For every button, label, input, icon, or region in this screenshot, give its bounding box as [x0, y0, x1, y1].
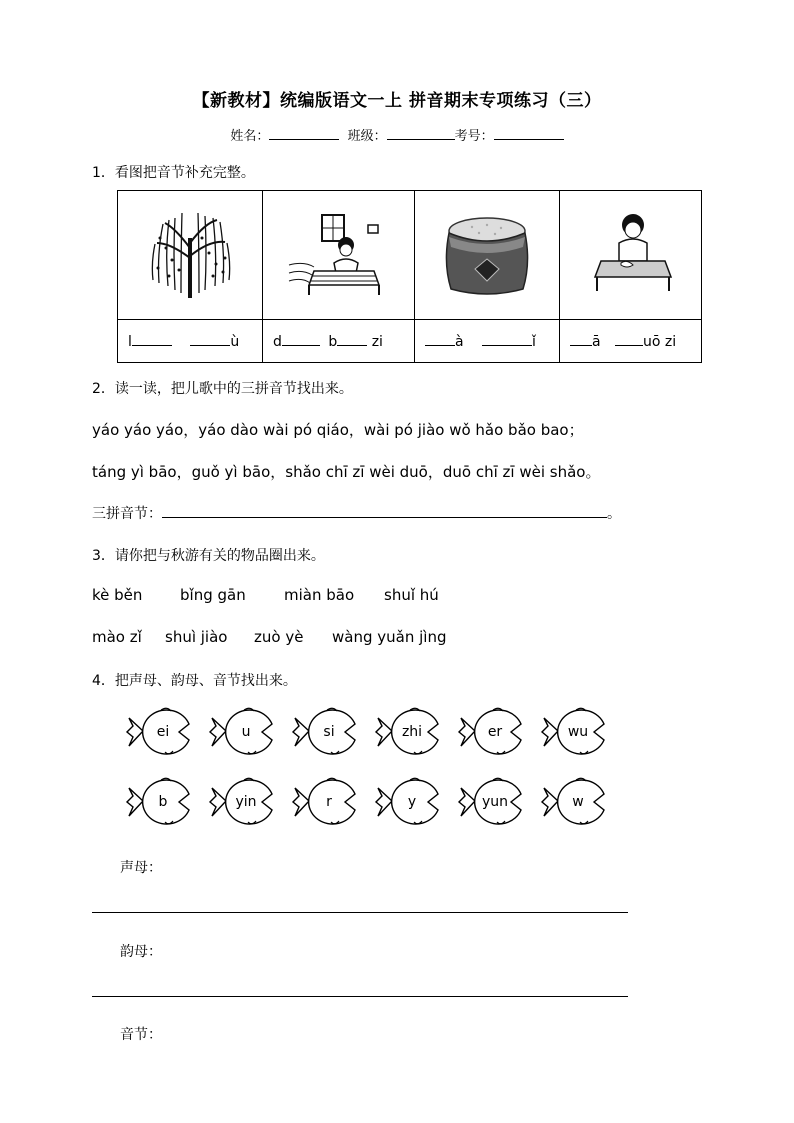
item-shui-hu[interactable]: shuǐ hú — [384, 586, 439, 604]
fish-label: b — [158, 794, 168, 810]
item-shui-jiao[interactable]: shuì jiào — [165, 628, 228, 646]
fish-label: r — [326, 794, 332, 810]
fish-tail — [542, 788, 558, 816]
student-info — [0, 125, 794, 144]
yinjie-label: 音节： — [120, 1027, 162, 1043]
fish-tail — [293, 788, 309, 816]
fill-blank[interactable] — [337, 333, 367, 346]
fish-label: si — [323, 724, 335, 740]
question-2: 2．读一读，把儿歌中的三拼音节找出来。 — [92, 381, 353, 397]
item-ke-ben[interactable]: kè běn — [92, 586, 143, 604]
fish-card[interactable] — [291, 776, 361, 826]
willow-tree-image — [135, 198, 245, 308]
picture-table — [117, 190, 702, 363]
fish-tail — [293, 718, 309, 746]
name-blank[interactable] — [269, 127, 339, 140]
fish-tail — [459, 718, 475, 746]
willow-picture-cell — [118, 191, 263, 320]
fish-card[interactable] — [125, 706, 195, 756]
fish-card[interactable] — [374, 706, 444, 756]
fish-card[interactable] — [540, 706, 610, 756]
item-zuo-ye[interactable]: zuò yè — [254, 628, 304, 646]
fish-card[interactable] — [457, 706, 527, 756]
pinyin-cell-3: à ǐ — [415, 320, 560, 363]
fill-blank[interactable] — [615, 333, 643, 346]
fill-blank[interactable] — [282, 333, 320, 346]
rice-bag-image — [437, 203, 537, 303]
fish-tail — [127, 718, 143, 746]
class-label: 班级： — [347, 129, 387, 144]
boy-wiping-table-image — [581, 203, 681, 303]
fish-card[interactable] — [374, 776, 444, 826]
class-blank[interactable] — [387, 127, 455, 140]
boy-folding-quilt-image — [284, 203, 394, 303]
answer-blank[interactable] — [162, 505, 607, 518]
fill-blank[interactable] — [482, 333, 532, 346]
pinyin-cell-1: l ù — [118, 320, 263, 363]
fish-label: y — [407, 794, 417, 810]
yunmu-label: 韵母： — [120, 944, 162, 960]
fish-label: er — [487, 724, 503, 740]
fish-tail — [459, 788, 475, 816]
shengmu-label: 声母： — [120, 860, 162, 876]
item-bing-gan[interactable]: bǐng gān — [180, 586, 246, 604]
fish-tail — [542, 718, 558, 746]
fill-blank[interactable] — [190, 333, 230, 346]
fish-label: yin — [235, 794, 257, 810]
pinyin-cell-4: ā uō zi — [560, 320, 702, 363]
rhyme-line-2: táng yì bāo，guǒ yì bāo，shǎo chī zī wèi duō，duō chī zī wèi shǎo。 — [92, 463, 601, 481]
fish-tail — [127, 788, 143, 816]
question-3: 3．请你把与秋游有关的物品圈出来。 — [92, 548, 325, 564]
fish-tail — [210, 718, 226, 746]
question-1: 1．看图把音节补充完整。 — [92, 165, 255, 181]
item-mao-zi[interactable]: mào zǐ — [92, 628, 142, 646]
fish-card[interactable] — [208, 776, 278, 826]
fish-card[interactable] — [457, 776, 527, 826]
fill-blank[interactable] — [570, 333, 592, 346]
fish-label: wu — [567, 724, 589, 740]
quilt-picture-cell — [263, 191, 415, 320]
fish-card[interactable] — [125, 776, 195, 826]
fish-label: zhi — [401, 724, 423, 740]
rice-bag-picture-cell — [415, 191, 560, 320]
name-label: 姓名： — [230, 129, 270, 144]
shengmu-answer-line[interactable] — [92, 912, 628, 913]
table-wiping-picture-cell — [560, 191, 702, 320]
fill-blank[interactable] — [132, 333, 172, 346]
fish-row-2 — [125, 776, 610, 826]
rhyme-line-1: yáo yáo yáo，yáo dào wài pó qiáo，wài pó jiào wǒ hǎo bǎo bao； — [92, 421, 584, 439]
fish-card[interactable] — [540, 776, 610, 826]
fill-blank[interactable] — [425, 333, 455, 346]
yunmu-answer-line[interactable] — [92, 996, 628, 997]
fish-label: u — [241, 724, 251, 740]
fish-tail — [376, 718, 392, 746]
item-mian-bao[interactable]: miàn bāo — [284, 586, 355, 604]
fish-row-1 — [125, 706, 610, 756]
question-4: 4．把声母、韵母、音节找出来。 — [92, 673, 297, 689]
item-wang-yuan-jing[interactable]: wàng yuǎn jìng — [332, 628, 447, 646]
exam-label: 考号： — [454, 129, 494, 144]
triple-syllable-answer: 三拼音节： 。 — [92, 506, 621, 522]
fish-label: ei — [156, 724, 170, 740]
fish-label: yun — [481, 794, 509, 810]
fish-label: w — [572, 794, 584, 810]
fish-card[interactable] — [291, 706, 361, 756]
fish-tail — [210, 788, 226, 816]
pinyin-cell-2: d b zi — [263, 320, 415, 363]
exam-blank[interactable] — [494, 127, 564, 140]
fish-tail — [376, 788, 392, 816]
page-title: 【新教材】统编版语文一上 拼音期末专项练习（三） — [192, 91, 602, 111]
fish-card[interactable] — [208, 706, 278, 756]
